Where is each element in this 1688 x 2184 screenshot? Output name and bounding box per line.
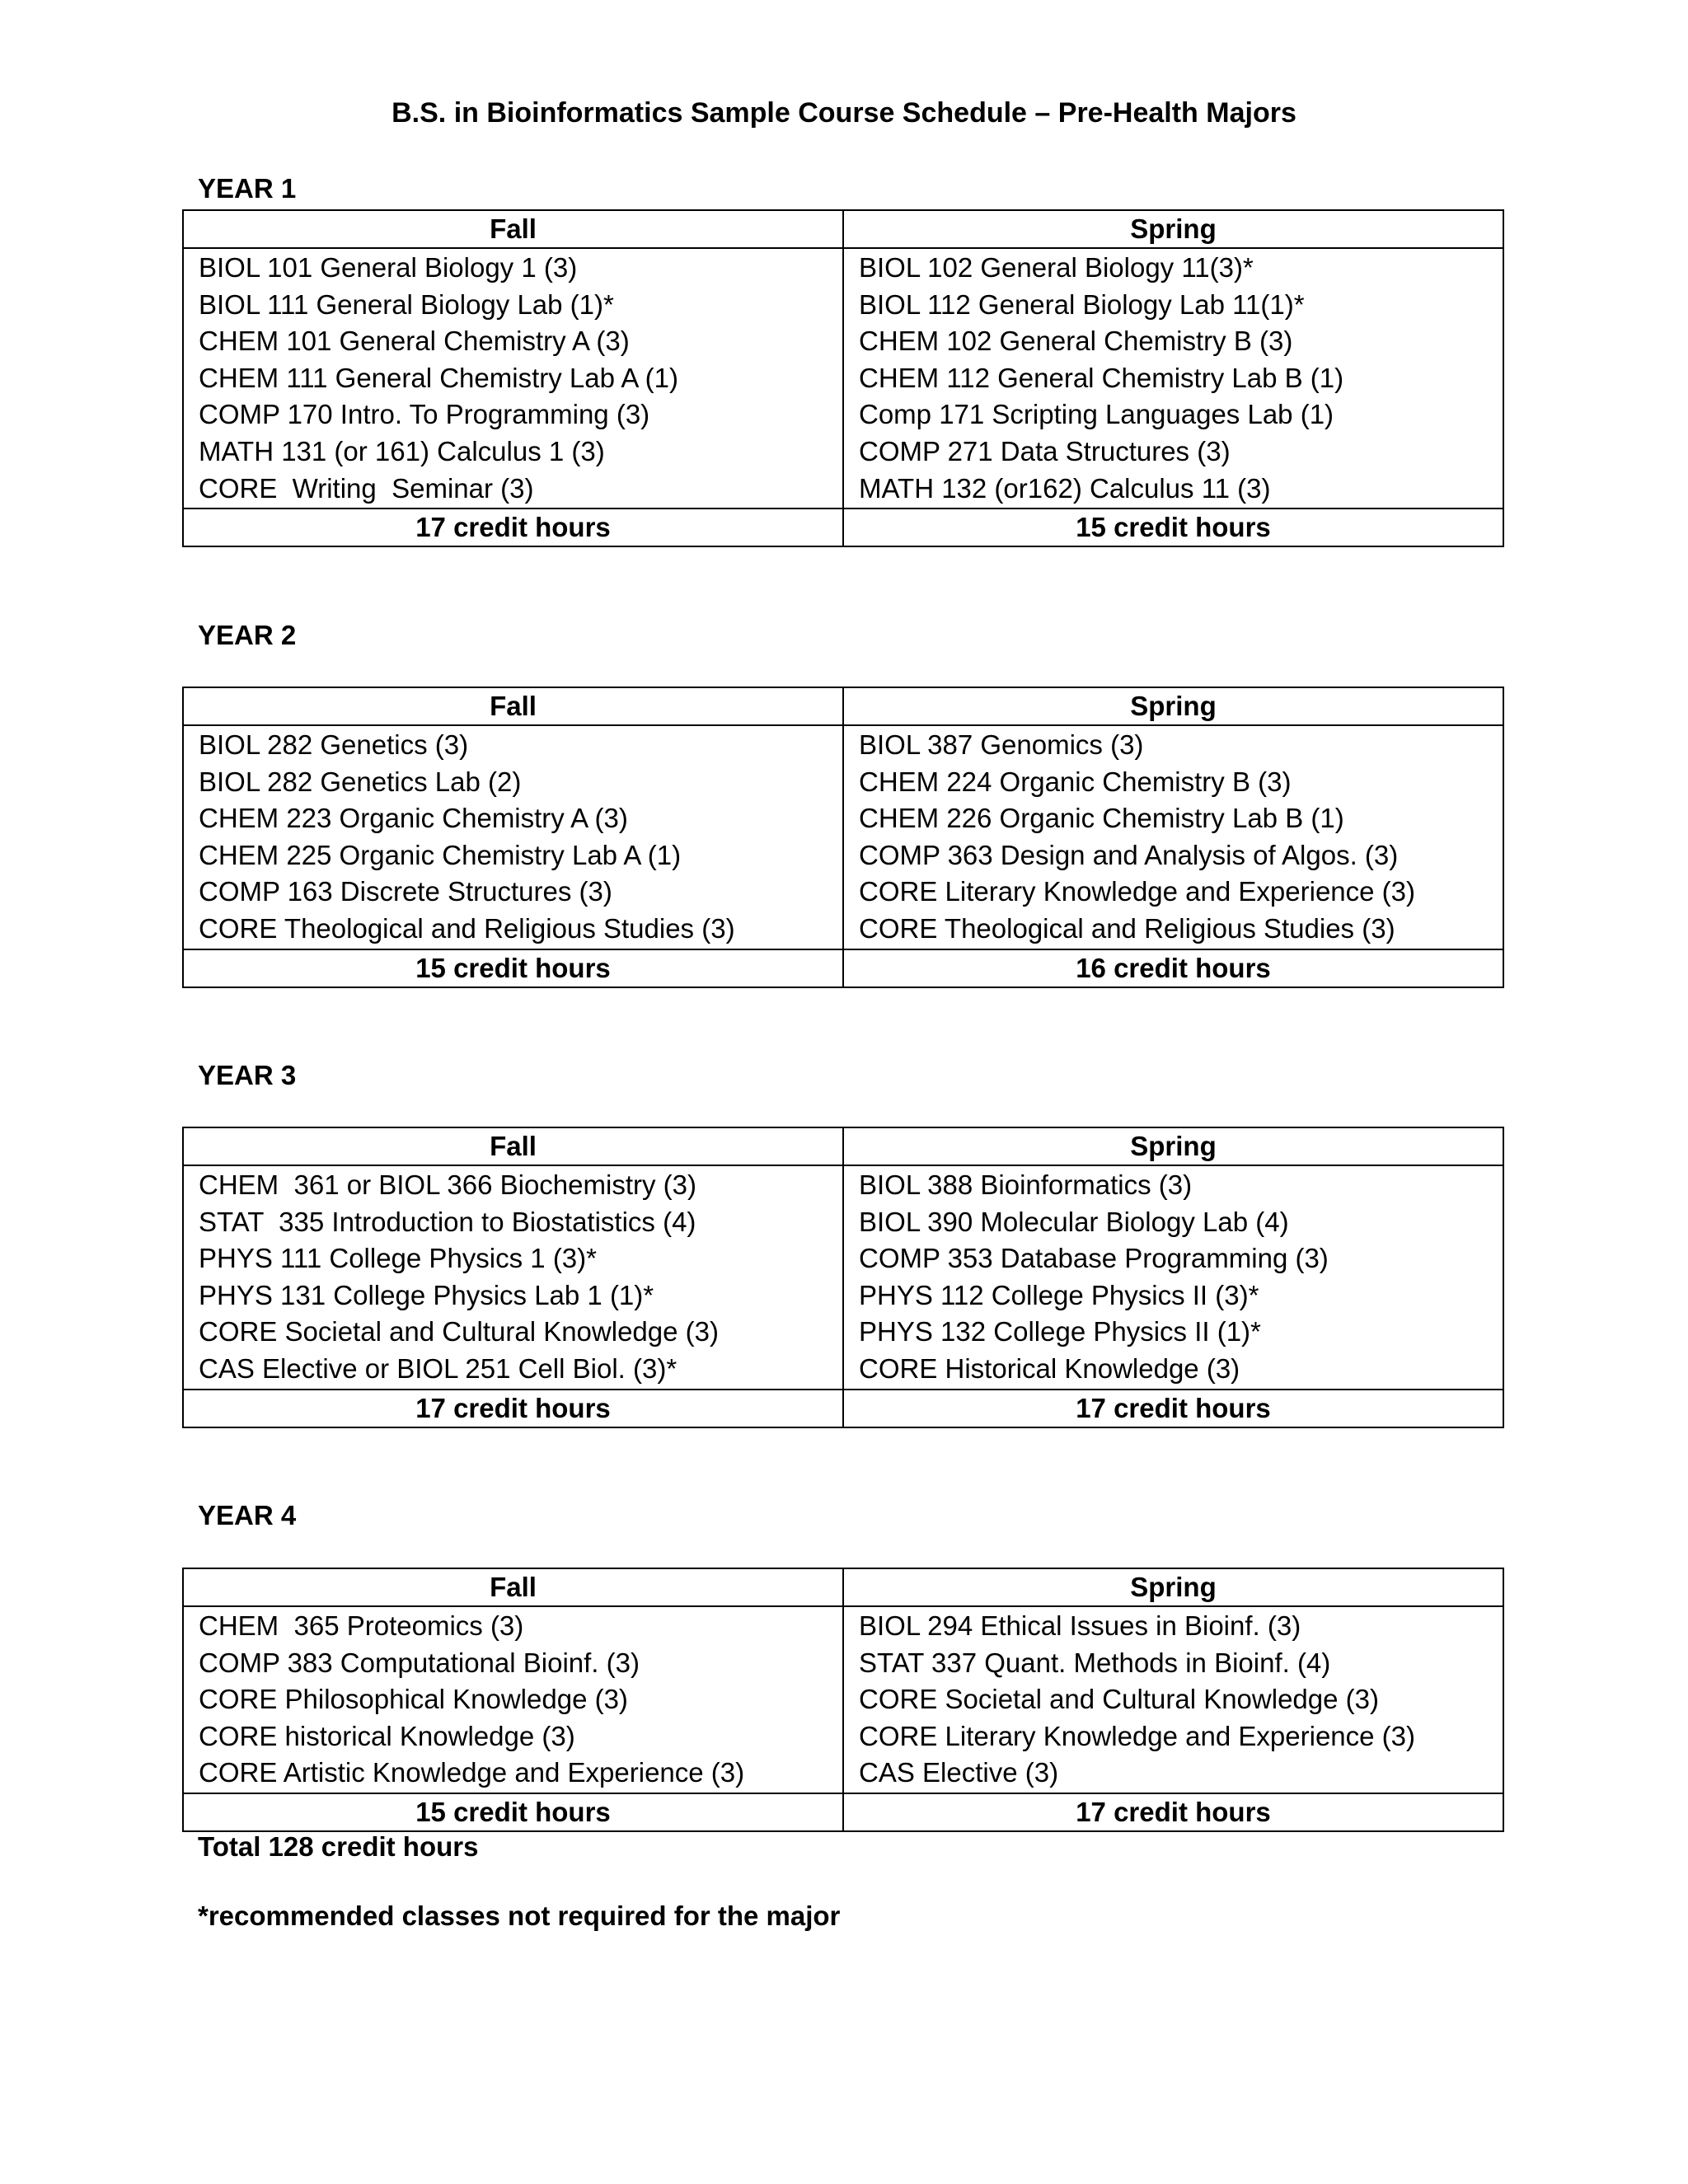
- course-item: CORE Societal and Cultural Knowledge (3): [859, 1684, 1379, 1715]
- course-item: COMP 163 Discrete Structures (3): [199, 876, 612, 907]
- year-1-label: YEAR 1: [198, 173, 297, 204]
- total-credit-hours: Total 128 credit hours: [198, 1831, 479, 1862]
- course-item: COMP 170 Intro. To Programming (3): [199, 399, 650, 430]
- year-3-fall-total: 17 credit hours: [183, 1390, 843, 1427]
- course-item: Comp 171 Scripting Languages Lab (1): [859, 399, 1334, 430]
- year-1-fall-total: 17 credit hours: [183, 509, 843, 546]
- course-item: BIOL 112 General Biology Lab 11(1)*: [859, 288, 1305, 320]
- year-2-spring-total: 16 credit hours: [843, 949, 1503, 987]
- course-item: CORE historical Knowledge (3): [199, 1720, 575, 1751]
- course-item: CHEM 102 General Chemistry B (3): [859, 326, 1293, 357]
- course-item: BIOL 282 Genetics (3): [199, 729, 469, 760]
- course-item: BIOL 388 Bioinformatics (3): [859, 1169, 1193, 1200]
- year-2-spring-header: Spring: [843, 687, 1503, 725]
- year-4-fall-total: 15 credit hours: [183, 1793, 843, 1831]
- course-item: CHEM 225 Organic Chemistry Lab A (1): [199, 839, 682, 870]
- year-4-fall-header: Fall: [183, 1568, 843, 1606]
- course-item: CHEM 361 or BIOL 366 Biochemistry (3): [199, 1169, 696, 1200]
- year-1-fall-courses: [183, 248, 843, 509]
- page-title: B.S. in Bioinformatics Sample Course Schedule – Pre-Health Majors: [392, 97, 1296, 129]
- year-3-fall-header: Fall: [183, 1127, 843, 1165]
- year-2-table: [182, 687, 1504, 988]
- year-2-fall-total: 15 credit hours: [183, 949, 843, 987]
- course-item: CHEM 112 General Chemistry Lab B (1): [859, 362, 1344, 393]
- year-3-label: YEAR 3: [198, 1060, 297, 1090]
- course-item: STAT 337 Quant. Methods in Bioinf. (4): [859, 1647, 1331, 1678]
- course-item: CORE Theological and Religious Studies (3): [859, 912, 1395, 944]
- year-3-fall-courses: [183, 1165, 843, 1390]
- course-item: CHEM 224 Organic Chemistry B (3): [859, 766, 1292, 797]
- course-item: CORE Historical Knowledge (3): [859, 1352, 1240, 1384]
- year-1-spring-courses: [843, 248, 1503, 509]
- year-4-spring-courses: [843, 1606, 1503, 1793]
- course-item: BIOL 111 General Biology Lab (1)*: [199, 288, 614, 320]
- year-4-spring-total: 17 credit hours: [843, 1793, 1503, 1831]
- year-3-spring-courses: [843, 1165, 1503, 1390]
- course-item: CHEM 226 Organic Chemistry Lab B (1): [859, 803, 1344, 834]
- course-item: STAT 335 Introduction to Biostatistics (4): [199, 1206, 696, 1237]
- year-2-spring-courses: [843, 725, 1503, 949]
- course-item: PHYS 112 College Physics II (3)*: [859, 1279, 1259, 1310]
- year-4-table: [182, 1568, 1504, 1832]
- year-4-fall-courses: [183, 1606, 843, 1793]
- course-item: CORE Theological and Religious Studies (3): [199, 912, 735, 944]
- year-1-table: [182, 209, 1504, 547]
- course-item: CORE Literary Knowledge and Experience (3): [859, 1720, 1416, 1751]
- course-item: CAS Elective (3): [859, 1757, 1059, 1788]
- course-item: CORE Literary Knowledge and Experience (3): [859, 876, 1416, 907]
- course-item: BIOL 294 Ethical Issues in Bioinf. (3): [859, 1610, 1301, 1641]
- year-1-fall-header: Fall: [183, 210, 843, 248]
- course-item: BIOL 102 General Biology 11(3)*: [859, 252, 1254, 283]
- year-2-fall-courses: [183, 725, 843, 949]
- course-item: COMP 353 Database Programming (3): [859, 1243, 1329, 1274]
- year-1-spring-total: 15 credit hours: [843, 509, 1503, 546]
- year-3-spring-header: Spring: [843, 1127, 1503, 1165]
- footnote: *recommended classes not required for the major: [198, 1900, 841, 1931]
- course-item: COMP 383 Computational Bioinf. (3): [199, 1647, 640, 1678]
- course-item: CHEM 101 General Chemistry A (3): [199, 326, 630, 357]
- course-item: CORE Philosophical Knowledge (3): [199, 1684, 628, 1715]
- course-item: BIOL 387 Genomics (3): [859, 729, 1144, 760]
- course-item: PHYS 111 College Physics 1 (3)*: [199, 1243, 597, 1274]
- year-2-label: YEAR 2: [198, 620, 297, 650]
- course-item: COMP 271 Data Structures (3): [859, 435, 1231, 466]
- year-4-spring-header: Spring: [843, 1568, 1503, 1606]
- year-4-label: YEAR 4: [198, 1500, 297, 1530]
- course-item: CAS Elective or BIOL 251 Cell Biol. (3)*: [199, 1352, 678, 1384]
- course-item: CHEM 111 General Chemistry Lab A (1): [199, 362, 679, 393]
- year-3-spring-total: 17 credit hours: [843, 1390, 1503, 1427]
- course-item: PHYS 131 College Physics Lab 1 (1)*: [199, 1279, 654, 1310]
- course-item: CHEM 365 Proteomics (3): [199, 1610, 524, 1641]
- course-item: CHEM 223 Organic Chemistry A (3): [199, 803, 628, 834]
- year-2-fall-header: Fall: [183, 687, 843, 725]
- course-item: BIOL 282 Genetics Lab (2): [199, 766, 522, 797]
- course-item: PHYS 132 College Physics II (1)*: [859, 1316, 1261, 1347]
- course-item: MATH 132 (or162) Calculus 11 (3): [859, 472, 1271, 504]
- course-item: CORE Writing Seminar (3): [199, 472, 534, 504]
- year-3-table: [182, 1127, 1504, 1428]
- course-item: BIOL 101 General Biology 1 (3): [199, 252, 578, 283]
- year-1-spring-header: Spring: [843, 210, 1503, 248]
- course-item: BIOL 390 Molecular Biology Lab (4): [859, 1206, 1289, 1237]
- course-item: CORE Societal and Cultural Knowledge (3): [199, 1316, 719, 1347]
- course-item: MATH 131 (or 161) Calculus 1 (3): [199, 435, 605, 466]
- course-item: COMP 363 Design and Analysis of Algos. (3): [859, 839, 1399, 870]
- course-item: CORE Artistic Knowledge and Experience (3): [199, 1757, 745, 1788]
